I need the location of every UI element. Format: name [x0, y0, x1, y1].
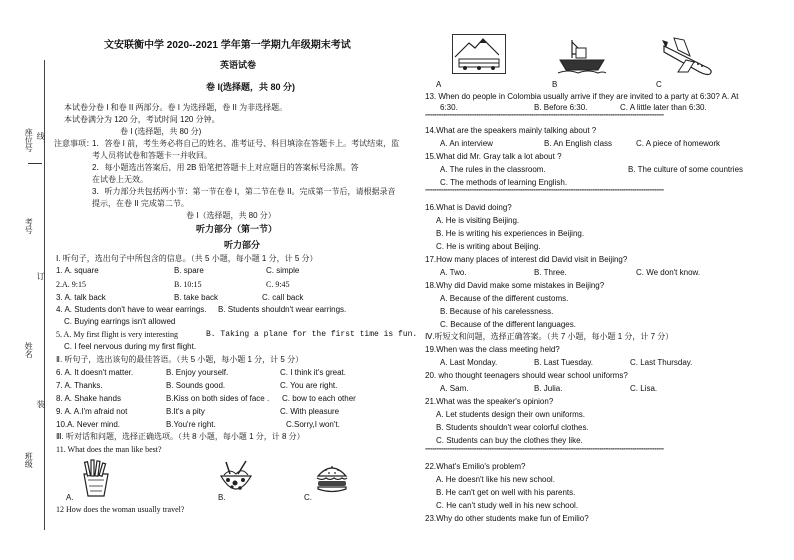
volume-title: 卷 I(选择题，共 80 分) — [206, 82, 296, 92]
q16-question: 16.What is David doing? — [425, 203, 512, 212]
part4-instruction: Ⅳ.听短文和问题，选择正确答案。（共 7 小题，每小题 1 分，计 7 分） — [425, 332, 674, 341]
q2-option-c: C. 9:45 — [266, 280, 290, 289]
train-picture — [452, 34, 506, 74]
q17-option-a: A. Two. — [440, 268, 467, 277]
part3-instruction: Ⅲ. 听对话和问题，选择正确选项。（共 8 小题，每小题 1 分，计 8 分） — [56, 432, 305, 441]
q2-option-a: 2.A. 9:15 — [56, 280, 86, 289]
q14-option-c: C. A piece of homework — [636, 139, 721, 148]
q6-option-c: C. I think it's great. — [280, 368, 346, 377]
q22-option-a: A. He doesn't like his new school. — [436, 475, 555, 484]
divider-stars: ********************************************************************************************************************************** — [425, 114, 664, 120]
q13-option-a: 6:30. — [440, 103, 458, 112]
exam-no-label: 考号 — [24, 218, 34, 234]
hamburger-picture — [314, 458, 350, 498]
q15-option-b: B. The culture of some countries — [628, 165, 744, 174]
q19-question: 19.When was the class meeting held? — [425, 345, 560, 354]
divider-stars: ********************************************************************************************************************************** — [425, 448, 664, 454]
plane-picture — [660, 36, 716, 78]
q19-option-b: B. Last Tuesday. — [534, 358, 593, 367]
q9-option-a: 9. A. A.I'm afraid not — [56, 407, 128, 416]
q7-option-b: B. Sounds good. — [166, 381, 226, 390]
q13-option-c: C. A little later than 6:30. — [620, 103, 707, 112]
subject-title: 英语试卷 — [220, 60, 257, 70]
q21-option-b: B. Students shouldn't wear colorful clothes. — [436, 423, 589, 432]
q2-option-b: B. 10:15 — [174, 280, 202, 289]
q6-option-a: 6. A. It doesn't matter. — [56, 368, 134, 377]
q19-option-c: C. Last Thursday. — [630, 358, 693, 367]
q18-option-c: C. Because of the different languages. — [440, 320, 576, 329]
q21-option-c: C. Students can buy the clothes they like. — [436, 436, 583, 445]
q14-question: 14.What are the speakers mainly talking about ? — [425, 126, 597, 135]
q9-option-c: C. With pleasure — [280, 407, 340, 416]
salad-bowl-picture — [218, 458, 254, 498]
q23-question: 23.Why do other students make fun of Emilio? — [425, 514, 589, 523]
q11-label-b: B. — [218, 493, 226, 502]
q15-option-c: C. The methods of learning English. — [440, 178, 568, 187]
q19-option-a: A. Last Monday. — [440, 358, 498, 367]
intro-line: 注意事项： — [54, 139, 94, 148]
name-label: 姓名 — [24, 342, 34, 358]
intro-line: 2．每小题选出答案后，用 2B 铅笔把答题卡上对应题目的答案标号涂黑。答 — [92, 163, 359, 172]
intro-line: 1．答卷 I 前，考生务必将自己的姓名、准考证号、科目填涂在答题卡上。考试结束，监 — [92, 139, 400, 148]
listening-heading: 听力部分（第一节） — [196, 224, 278, 234]
zhuang-char: 装 — [36, 400, 46, 408]
q7-option-c: C. You are right. — [280, 381, 338, 390]
exam-title: 文安联衡中学 2020--2021 学年第一学期九年级期末考试 — [104, 40, 351, 51]
q13-option-b: B. Before 6:30. — [534, 103, 588, 112]
q14-option-b: B. An English class — [544, 139, 613, 148]
divider-stars: ********************************************************************************************************************************** — [425, 189, 664, 195]
fries-picture — [78, 458, 114, 498]
q17-question: 17.How many places of interest did David visit in Beijing? — [425, 255, 628, 264]
q4-option-c: C. Buying earrings isn't allowed — [64, 317, 176, 326]
q17-option-b: B. Three. — [534, 268, 567, 277]
q7-option-a: 7. A. Thanks. — [56, 381, 103, 390]
q21-option-a: A. Let students design their own uniforms. — [436, 410, 585, 419]
q10-option-b: B.You're right. — [166, 420, 216, 429]
q4-option-b: B. Students shouldn't wear earrings. — [218, 305, 347, 314]
seat-underline — [28, 163, 42, 164]
q3-option-a: 3. A. talk back — [56, 293, 106, 302]
intro-line: 在试卷上无效。 — [92, 175, 148, 184]
q15-option-a: A. The rules in the classroom. — [440, 165, 546, 174]
q14-option-a: A. An interview — [440, 139, 493, 148]
intro-line: 考人员将试卷和答题卡一并收回。 — [92, 151, 212, 160]
q5-option-b: B. Taking a plane for the first time is fun. — [206, 330, 418, 339]
q15-question: 15.What did Mr. Gray talk a lot about ? — [425, 152, 562, 161]
q12-question: 12 How does the woman usually travel? — [56, 505, 185, 514]
q1-option-c: C. simple — [266, 266, 300, 275]
q18-option-a: A. Because of the different customs. — [440, 294, 569, 303]
q13-question: 13. When do people in Colombia usually arrive if they are invited to a party at 6:30? A. At — [425, 92, 739, 101]
q1-option-b: B. spare — [174, 266, 204, 275]
q13-label-c: C — [656, 80, 662, 89]
intro-line: 卷 I（选择题，共 80 分） — [186, 211, 276, 220]
q16-option-c: C. He is writing about Beijing. — [436, 242, 541, 251]
q8-option-c: C. bow to each other — [282, 394, 356, 403]
q10-option-c: C.Sorry,I won't. — [286, 420, 340, 429]
part2-instruction: Ⅱ. 听句子，选出该句的最佳答语。（共 5 小题，每小题 1 分，计 5 分） — [56, 355, 304, 364]
q22-question: 22.What's Emilio's problem? — [425, 462, 526, 471]
intro-line: 本试卷分卷 I 和卷 II 两部分。卷 I 为选择题，卷 II 为非选择题。 — [64, 103, 288, 112]
q21-question: 21.What was the speaker's opinion? — [425, 397, 554, 406]
q18-question: 18.Why did David make some mistakes in Beijing? — [425, 281, 605, 290]
q8-option-b: B.Kiss on both sides of face . — [166, 394, 270, 403]
q20-option-c: C. Lisa. — [630, 384, 658, 393]
intro-line: 本试卷满分为 120 分，考试时间 120 分钟。 — [64, 115, 220, 124]
q11-label-a: A. — [66, 493, 74, 502]
q16-option-b: B. He is writing his experiences in Beijing. — [436, 229, 585, 238]
q20-question: 20. who thought teenagers should wear school uniforms? — [425, 371, 628, 380]
seat-label: 座位号 — [24, 128, 34, 152]
q5-option-c: C. I feel nervous during my first flight. — [64, 342, 197, 351]
q13-label-b: B — [552, 80, 558, 89]
q18-option-b: B. Because of his carelessness. — [440, 307, 554, 316]
q22-option-c: C. He can't study well in his new school. — [436, 501, 579, 510]
q11-question: 11. What does the man like best? — [56, 445, 162, 454]
q8-option-a: 8. A. Shake hands — [56, 394, 121, 403]
binding-line — [44, 60, 45, 530]
q9-option-b: B.It's a pity — [166, 407, 205, 416]
q20-option-b: B. Julia. — [534, 384, 563, 393]
q20-option-a: A. Sam. — [440, 384, 469, 393]
q16-option-a: A. He is visiting Beijing. — [436, 216, 520, 225]
q4-option-a: 4. A. Students don't have to wear earrings. — [56, 305, 207, 314]
q10-option-a: 10.A. Never mind. — [56, 420, 121, 429]
intro-line: 提示，在卷 II 完成第二节。 — [92, 199, 189, 208]
q6-option-b: B. Enjoy yourself. — [166, 368, 229, 377]
ding-char: 订 — [36, 272, 46, 280]
ship-picture — [556, 36, 608, 76]
q3-option-b: B. take back — [174, 293, 219, 302]
q11-label-c: C. — [304, 493, 312, 502]
q1-option-a: 1. A. square — [56, 266, 99, 275]
listening-subheading: 听力部分 — [224, 240, 261, 250]
q5-option-a: 5. A. My first flight is very interesting — [56, 330, 178, 339]
intro-line: 卷 I (选择题，共 80 分) — [120, 127, 202, 136]
part1-instruction: Ⅰ. 听句子，选出句子中所包含的信息。（共 5 小题，每小题 1 分，计 5 分） — [56, 254, 318, 263]
q17-option-c: C. We don't know. — [636, 268, 701, 277]
q3-option-c: C. call back — [262, 293, 304, 302]
class-label: 班级 — [24, 452, 34, 468]
q22-option-b: B. He can't get on well with his parents. — [436, 488, 576, 497]
q13-label-a: A — [436, 80, 442, 89]
line-char: 线 — [36, 132, 46, 140]
intro-line: 3．听力部分共包括两小节：第一节在卷 I，第二节在卷 II。完成第一节后，请根据录音 — [92, 187, 396, 196]
